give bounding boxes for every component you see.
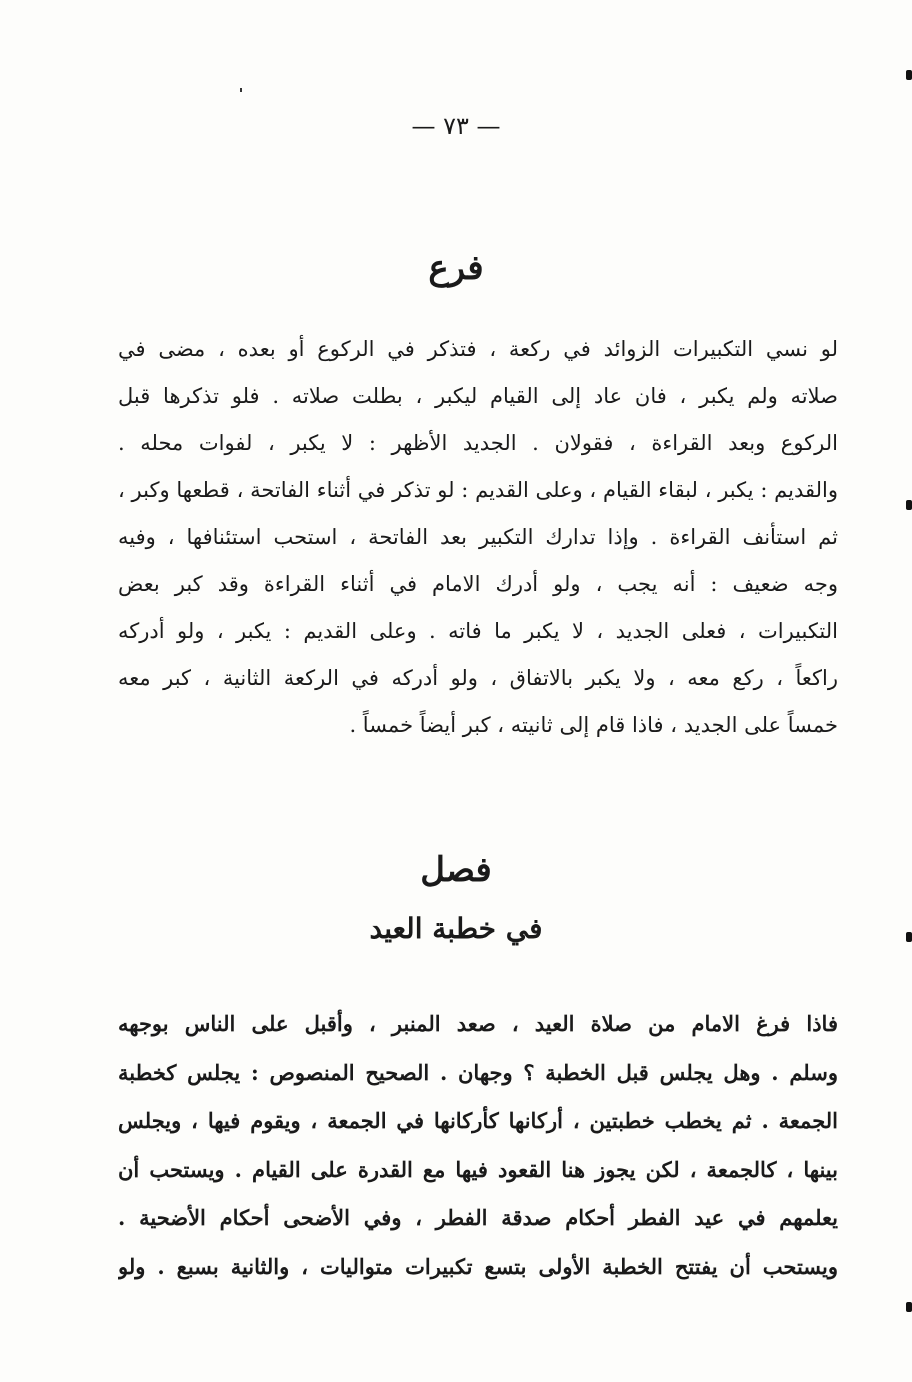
text-line: صلاته ولم يكبر ، فان عاد إلى القيام ليكبر ، بطلت صلاته . فلو تذكرها قبل: [118, 384, 838, 408]
text-line: ثم استأنف القراءة . وإذا تدارك التكبير بعد الفاتحة ، استحب استئنافها ، وفيه: [118, 525, 838, 549]
text-line: لو نسي التكبيرات الزوائد في ركعة ، فتذكر في الركوع أو بعده ، مضى في: [118, 337, 838, 361]
text-line: وسلم . وهل يجلس قبل الخطبة ؟ وجهان . الصحيح المنصوص : يجلس كخطبة: [118, 1059, 838, 1085]
text-line: والقديم : يكبر ، لبقاء القيام ، وعلى القديم : لو تذكر في أثناء الفاتحة ، قطعها وكبر ،: [118, 478, 838, 502]
ink-speck: [240, 88, 242, 92]
text-line: خمساً على الجديد ، فاذا قام إلى ثانيته ، كبر أيضاً خمساً .: [349, 713, 838, 737]
section-subheading: في خطبة العيد: [369, 912, 543, 945]
section-heading-far3: فرع: [428, 248, 484, 288]
text-line: ويستحب أن يفتتح الخطبة الأولى بتسع تكبيرات متواليات ، والثانية بسبع . ولو: [118, 1253, 838, 1279]
text-line: بينها ، كالجمعة ، لكن يجوز هنا القعود فيها مع القدرة على القيام . ويستحب أن: [118, 1156, 838, 1182]
paragraph-far3: [118, 326, 838, 749]
margin-mark: [906, 1302, 912, 1312]
text-line: يعلمهم في عيد الفطر أحكام صدقة الفطر ، وفي الأضحى أحكام الأضحية .: [118, 1205, 838, 1230]
page-number: — ٧٣ —: [411, 112, 501, 140]
margin-mark: [906, 932, 912, 942]
text-line: الجمعة . ثم يخطب خطبتين ، أركانها كأركانها في الجمعة ، ويقوم فيها ، ويجلس: [118, 1108, 838, 1133]
paragraph-khutba: [118, 1000, 838, 1291]
margin-mark: [906, 70, 912, 80]
text-line: الركوع وبعد القراءة ، فقولان . الجديد الأظهر : لا يكبر ، لفوات محله .: [118, 431, 838, 455]
text-line: التكبيرات ، فعلى الجديد ، لا يكبر ما فاته . وعلى القديم : يكبر ، ولو أدركه: [118, 619, 838, 643]
text-line: فاذا فرغ الامام من صلاة العيد ، صعد المنبر ، وأقبل على الناس بوجهه: [118, 1011, 838, 1036]
section-heading-fasl: فصل: [420, 850, 492, 890]
text-line: راكعاً ، ركع معه ، ولا يكبر بالاتفاق ، ولو أدركه في الركعة الثانية ، كبر معه: [118, 666, 838, 690]
text-line: وجه ضعيف : أنه يجب ، ولو أدرك الامام في أثناء القراءة وقد كبر بعض: [118, 572, 838, 596]
margin-mark: [906, 500, 912, 510]
